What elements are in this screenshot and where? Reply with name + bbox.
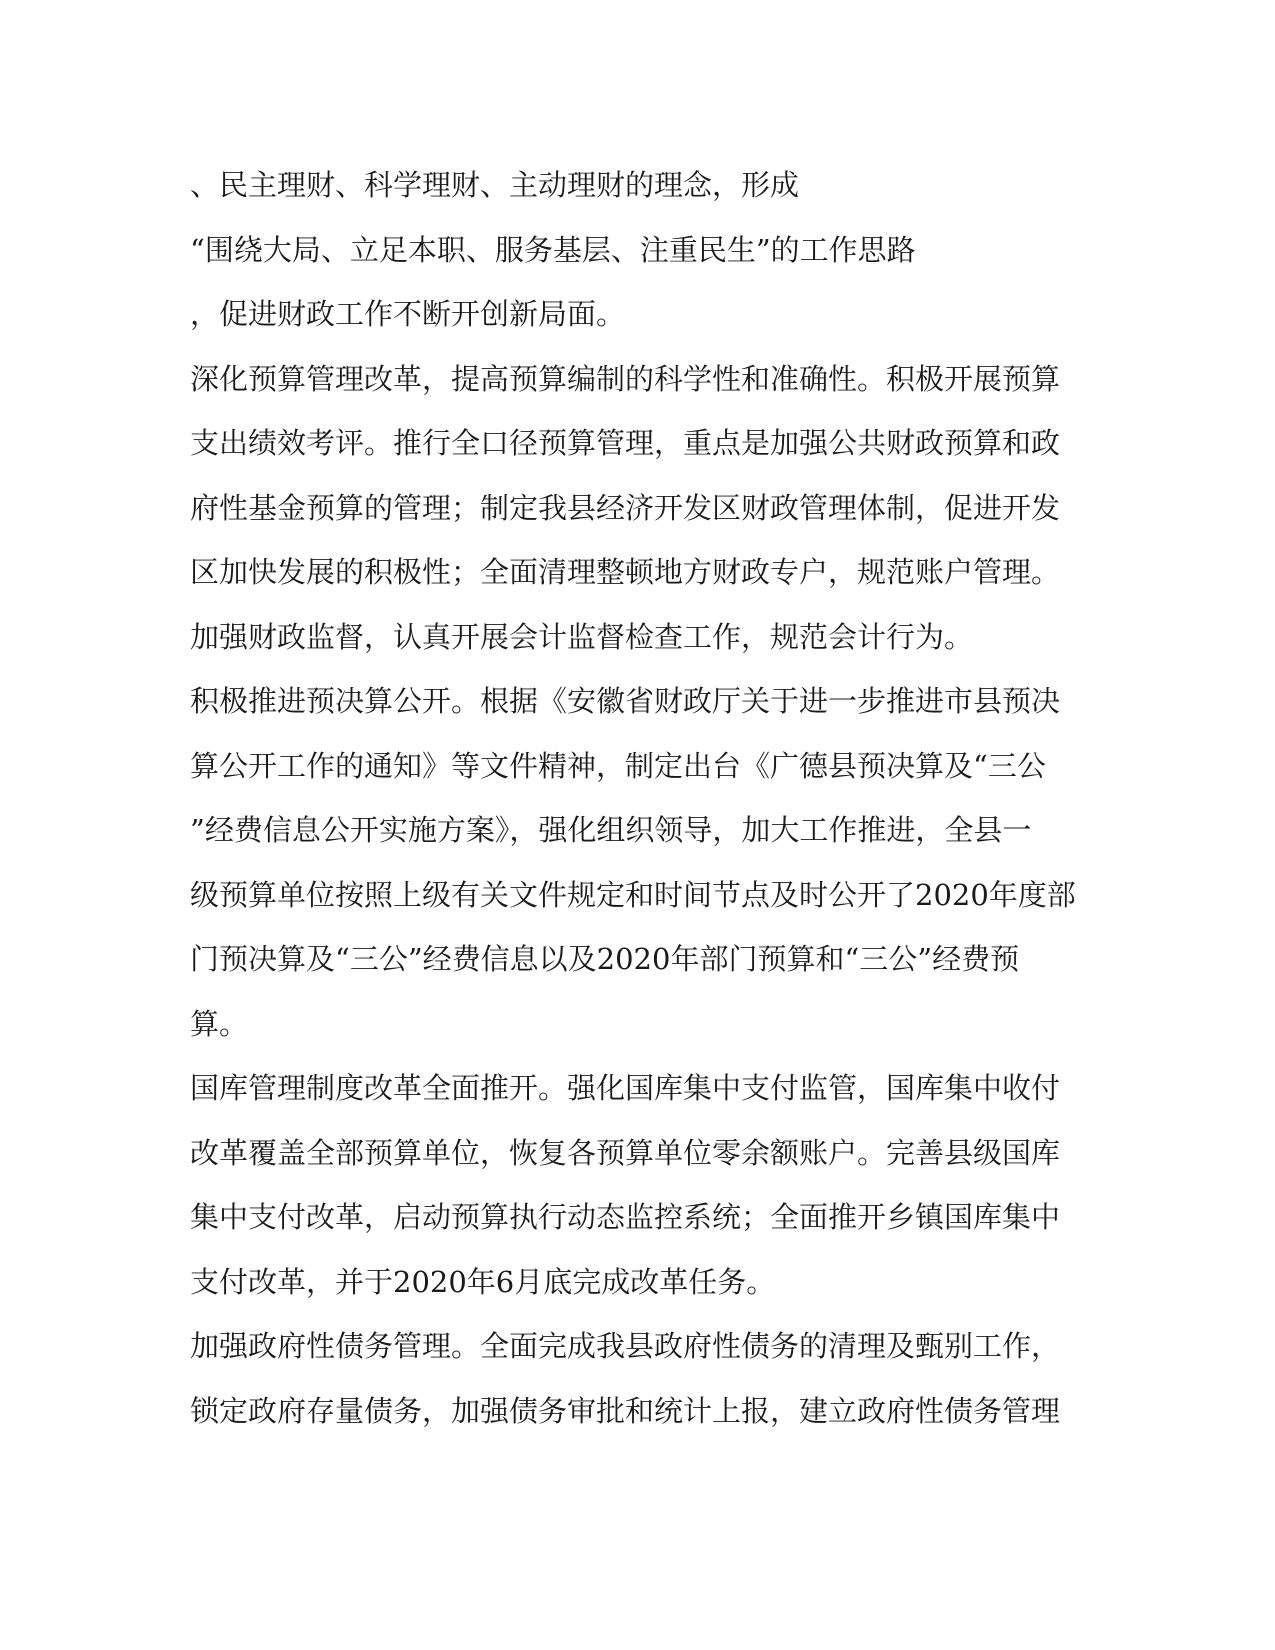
body-text — [190, 160, 1076, 1450]
text-line: 国库管理制度改革全面推开。强化国库集中支付监管，国库集中收付 — [190, 1071, 1061, 1105]
text-line: 锁定政府存量债务，加强债务审批和统计上报，建立政府性债务管理 — [190, 1393, 1061, 1428]
text-line: 、民主理财、科学理财、主动理财的理念，形成 — [190, 168, 800, 202]
text-line: 积极推进预决算公开。根据《安徽省财政厅关于进一步推进市县预决 — [190, 684, 1061, 718]
text-line: 加强财政监督，认真开展会计监督检查工作，规范会计行为。 — [190, 619, 974, 654]
text-line: 深化预算管理改革，提高预算编制的科学性和准确性。积极开展预算 — [190, 361, 1061, 396]
text-line: ”经费信息公开实施方案》，强化组织领导，加大工作推进，全县一 — [190, 813, 1032, 847]
text-line: “围绕大局、立足本职、服务基层、注重民生”的工作思路 — [190, 232, 916, 267]
text-line: ，促进财政工作不断开创新局面。 — [190, 297, 626, 331]
text-line: 算。 — [190, 1006, 249, 1041]
text-line: 级预算单位按照上级有关文件规定和时间节点及时公开了2020年度部 — [190, 877, 1076, 912]
text-line: 改革覆盖全部预算单位，恢复各预算单位零余额账户。完善县级国库 — [190, 1135, 1061, 1170]
text-line: 支付改革，并于2020年6月底完成改革任务。 — [190, 1264, 776, 1299]
text-line: 门预决算及“三公”经费信息以及2020年部门预算和“三公”经费预 — [190, 942, 1020, 976]
text-line: 加强政府性债务管理。全面完成我县政府性债务的清理及甄别工作， — [190, 1329, 1061, 1363]
text-line: 支出绩效考评。推行全口径预算管理，重点是加强公共财政预算和政 — [190, 426, 1061, 460]
text-line: 府性基金预算的管理；制定我县经济开发区财政管理体制，促进开发 — [190, 490, 1061, 525]
text-line: 集中支付改革，启动预算执行动态监控系统；全面推开乡镇国库集中 — [190, 1200, 1061, 1234]
text-line: 算公开工作的通知》等文件精神，制定出台《广德县预决算及“三公 — [190, 748, 1046, 783]
text-line: 区加快发展的积极性；全面清理整顿地方财政专户，规范账户管理。 — [190, 555, 1061, 589]
